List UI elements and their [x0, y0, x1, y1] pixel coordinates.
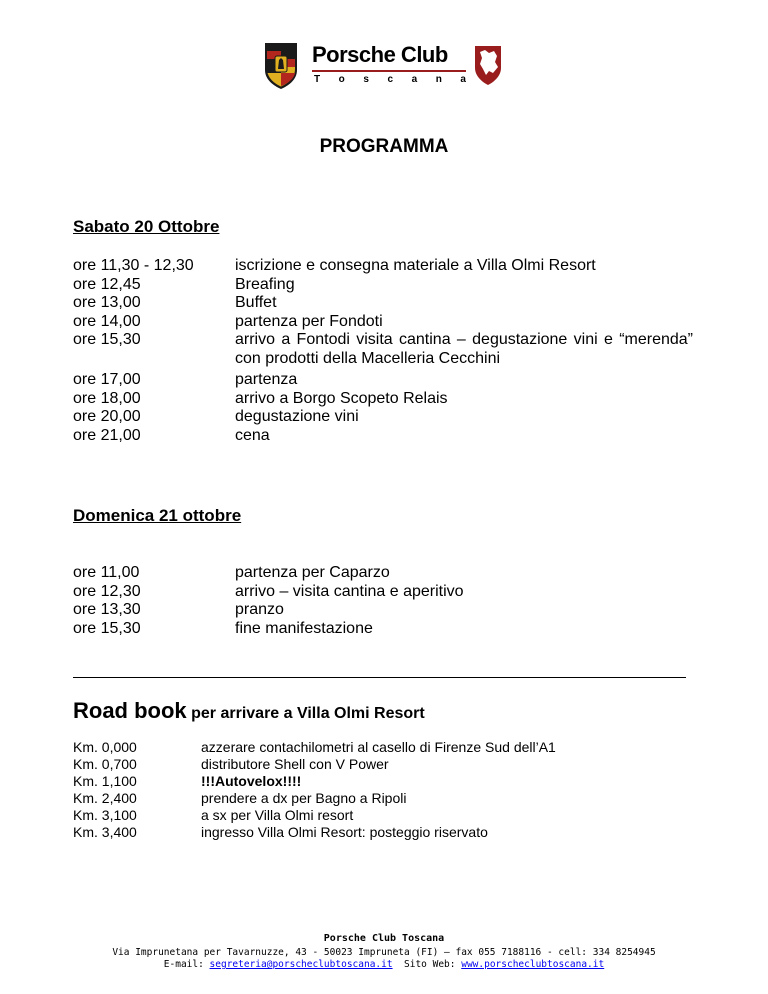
schedule-time: ore 13,00 [73, 294, 141, 311]
footer-address: Via Imprunetana per Tavarnuzze, 43 - 50023 Impruneta (FI) – fax 055 7188116 - cell: 334 8254945 [112, 947, 656, 958]
roadbook-desc: !!!Autovelox!!!! [201, 773, 302, 789]
schedule-time: ore 15,30 [73, 619, 141, 637]
region-letter: a [411, 74, 418, 85]
region-letter: n [435, 74, 442, 85]
schedule-desc: Buffet [235, 294, 277, 311]
schedule-time: ore 21,00 [73, 426, 141, 444]
email-label: E-mail: [163, 959, 210, 970]
roadbook-km: Km. 0,700 [73, 756, 137, 772]
roadbook-km: Km. 0,000 [73, 739, 137, 755]
schedule-desc: partenza per Fondoti [235, 312, 383, 330]
roadbook-desc: azzerare contachilometri al casello di Firenze Sud dell’A1 [201, 739, 556, 755]
schedule-time: ore 11,00 [73, 564, 140, 581]
schedule-desc: partenza per Caparzo [235, 564, 390, 581]
footer-org-name: Porsche Club Toscana [323, 933, 445, 944]
sunday-heading: Domenica 21 ottobre [73, 506, 242, 525]
email-link[interactable]: segreteria@porscheclubtoscana.it [209, 959, 393, 970]
roadbook-desc: prendere a dx per Bagno a Ripoli [201, 790, 407, 806]
brand-rule [312, 70, 466, 72]
schedule-time: ore 12,45 [73, 275, 141, 293]
roadbook-subtitle: per arrivare a Villa Olmi Resort [191, 705, 425, 722]
schedule-desc: Breafing [235, 275, 295, 293]
schedule-desc: pranzo [235, 601, 284, 618]
schedule-desc: arrivo a Fontodi visita cantina – degustazione vini e “merenda” con prodotti della Macelleria Cecchini [235, 331, 693, 367]
web-label: Sito Web: [392, 959, 462, 970]
brand-region [314, 74, 466, 86]
roadbook-km: Km. 3,100 [73, 807, 137, 823]
schedule-time: ore 20,00 [73, 408, 141, 425]
schedule-desc: arrivo – visita cantina e aperitivo [235, 582, 464, 600]
region-letter: T [314, 74, 321, 85]
roadbook-km: Km. 1,100 [73, 773, 137, 789]
schedule-time: ore 17,00 [73, 371, 141, 388]
schedule-desc: fine manifestazione [235, 619, 373, 637]
schedule-time: ore 13,30 [73, 601, 141, 618]
footer-contacts [0, 959, 768, 971]
region-letter: o [338, 74, 345, 85]
saturday-heading: Sabato 20 Ottobre [73, 217, 220, 236]
page-title: PROGRAMMA [319, 136, 449, 157]
roadbook-title: Road book [73, 698, 187, 723]
schedule-time: ore 11,30 - 12,30 [73, 257, 194, 274]
schedule-time: ore 15,30 [73, 331, 141, 348]
schedule-desc: degustazione vini [235, 408, 359, 425]
roadbook-desc: ingresso Villa Olmi Resort: posteggio riservato [201, 824, 488, 840]
schedule-time: ore 18,00 [73, 389, 141, 407]
region-letter: a [460, 74, 466, 85]
schedule-time: ore 12,30 [73, 582, 141, 600]
schedule-desc: cena [235, 426, 270, 444]
divider [73, 677, 686, 678]
porsche-crest-icon [262, 40, 300, 90]
region-letter: c [387, 74, 394, 85]
schedule-time: ore 14,00 [73, 312, 141, 330]
roadbook-km: Km. 3,400 [73, 824, 137, 840]
roadbook-desc: a sx per Villa Olmi resort [201, 807, 354, 823]
schedule-desc: arrivo a Borgo Scopeto Relais [235, 389, 448, 407]
roadbook-desc: distributore Shell con V Power [201, 756, 389, 772]
roadbook-heading [73, 698, 425, 727]
region-letter: s [363, 74, 369, 85]
schedule-desc: partenza [235, 371, 298, 388]
roadbook-km: Km. 2,400 [73, 790, 137, 806]
brand-name: Porsche Club [312, 42, 448, 67]
schedule-desc: iscrizione e consegna materiale a Villa Olmi Resort [235, 257, 596, 274]
club-logo [262, 40, 506, 90]
website-link[interactable]: www.porscheclubtoscana.it [461, 959, 605, 970]
tuscany-map-icon [472, 42, 504, 86]
